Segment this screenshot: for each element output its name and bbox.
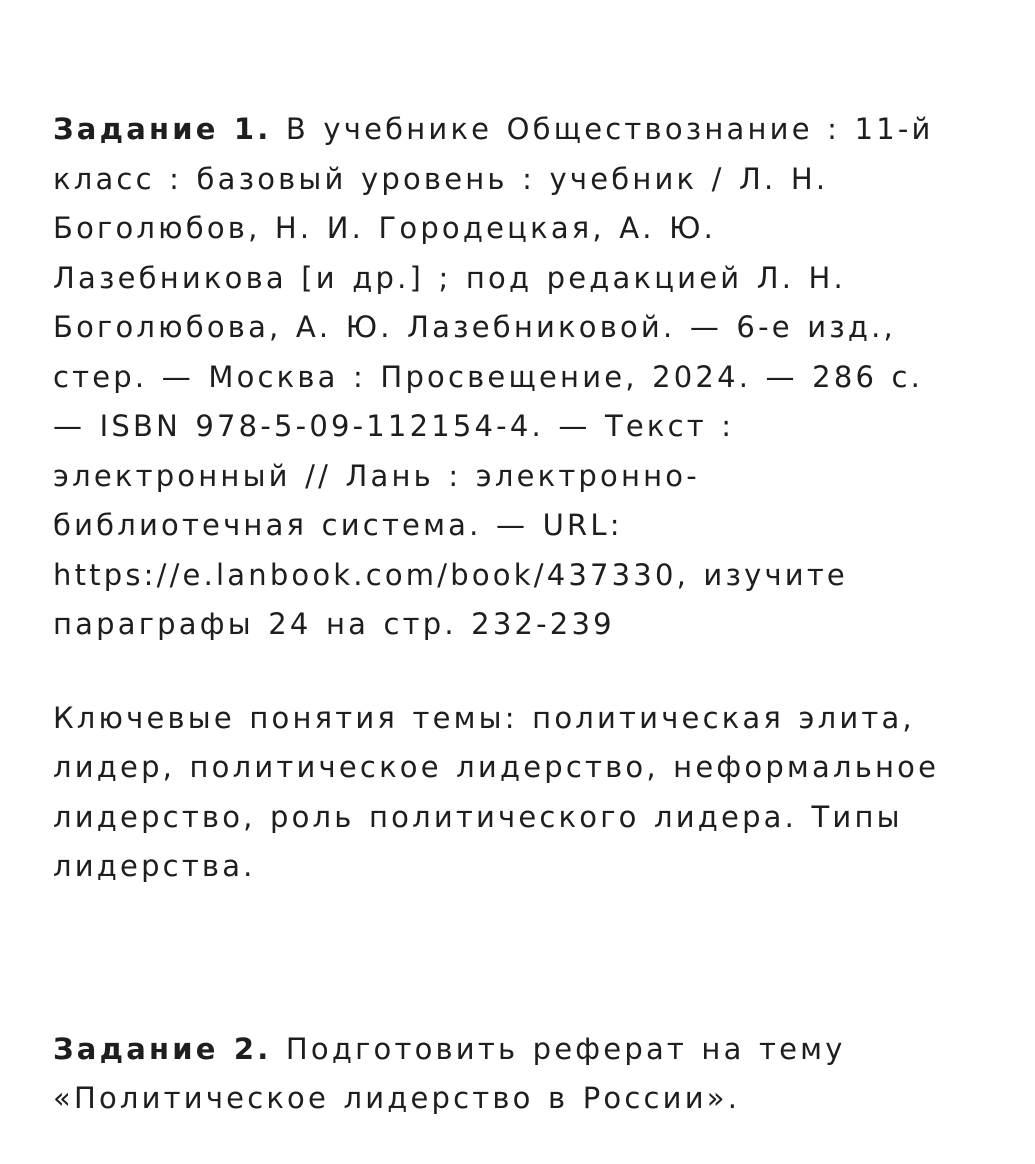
- document-page: [53, 105, 953, 1124]
- task-1-paragraph: [53, 105, 953, 650]
- task-2-paragraph: [53, 1025, 953, 1124]
- task-1-label: Задание 1.: [53, 112, 272, 146]
- key-concepts-paragraph: Ключевые понятия темы: политическая элита, лидер, политическое лидерство, неформальное лидерство, роль политического лидера. Типы лидерства.: [53, 700, 940, 883]
- task-2-label: Задание 2.: [53, 1031, 272, 1066]
- task-2-text: Подготовить реферат на тему «Политическое лидерство в России».: [53, 1031, 846, 1115]
- task-1-text: В учебнике Обществознание : 11-й класс : базовый уровень : учебник / Л. Н. Боголюбов, Н. И. Городецкая, А. Ю. Лазебникова [и др.] ; под редакцией Л. Н. Боголюбова, А. Ю. Лазебниковой. — 6-е изд., стер. — Москва : Просвещение, 2024. — 286 с. — ISBN 978-5-09-112154-4. — Текст : электронный // Лань : электронно-библиотечная система. — URL: https://e.lanbook.com/book/437330, изучите параграфы 24 на стр. 232-239: [53, 112, 934, 641]
